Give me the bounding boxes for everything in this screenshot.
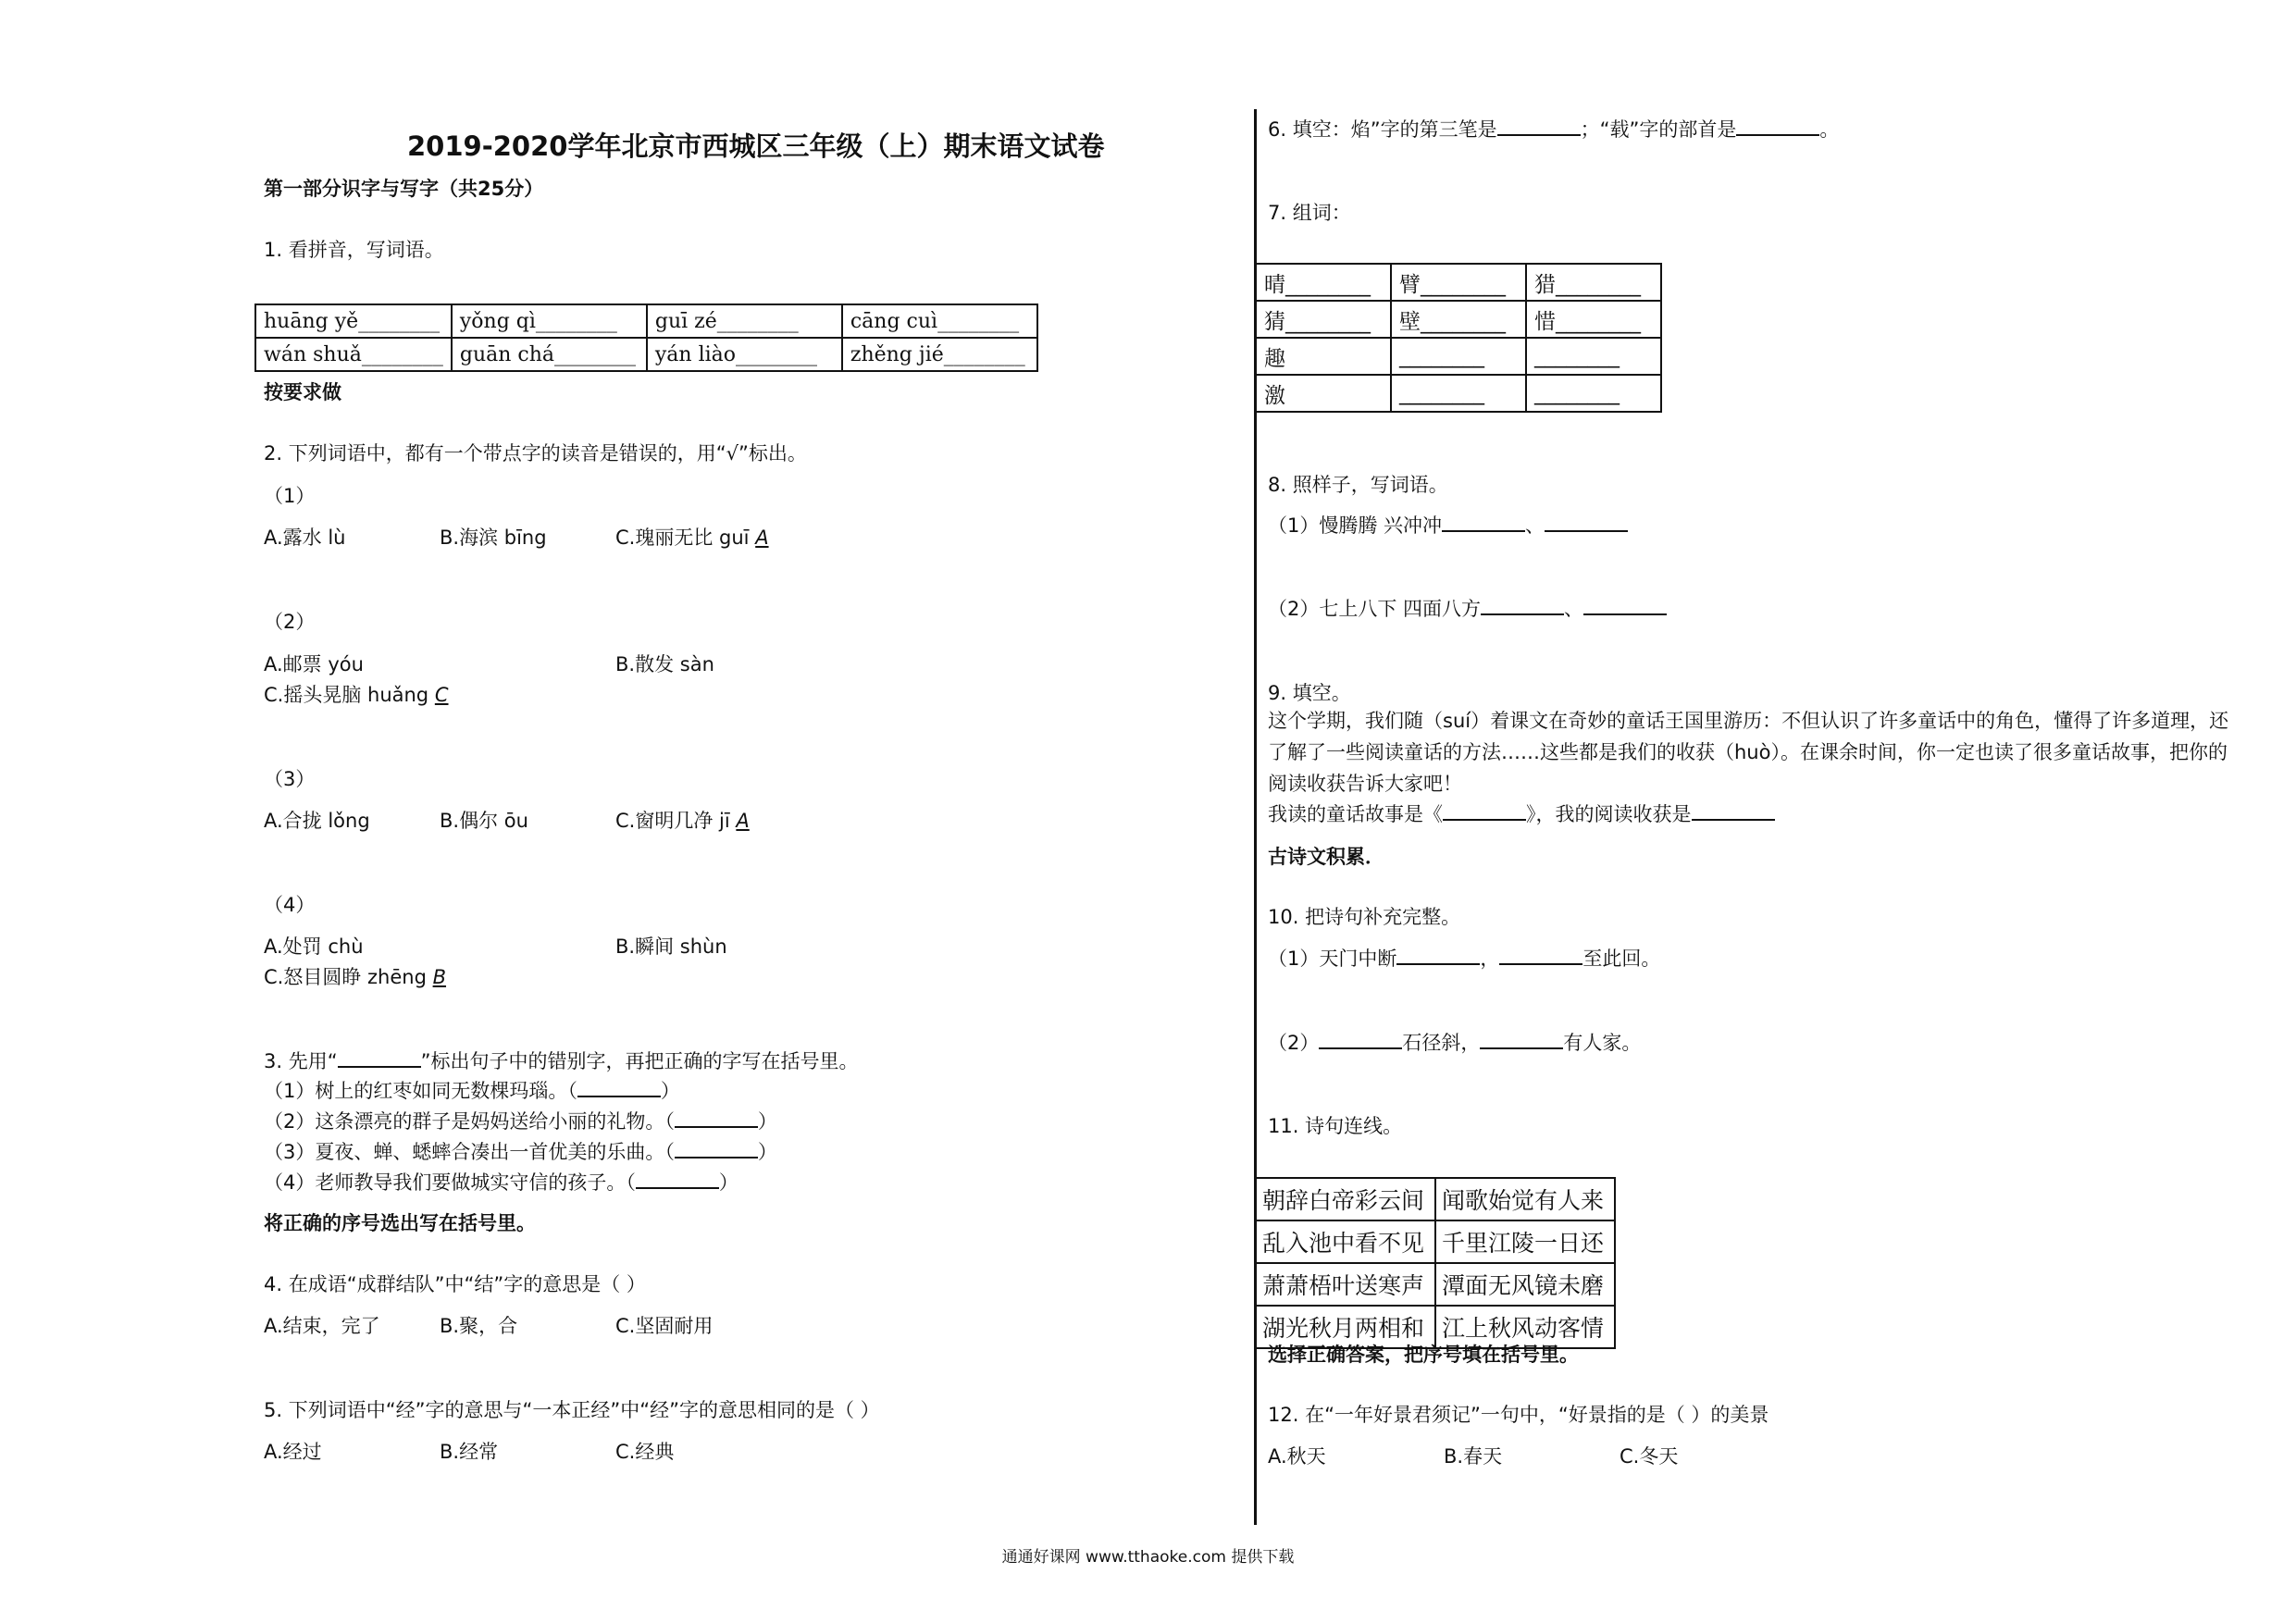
zuci-cell[interactable]: 壁________: [1391, 301, 1526, 338]
q5-option-a[interactable]: A.经过: [264, 1441, 322, 1463]
blank[interactable]: [338, 1049, 421, 1068]
q5-option-c[interactable]: C.经典: [615, 1441, 675, 1463]
blank[interactable]: [1736, 118, 1819, 136]
q3-item: [264, 1168, 738, 1196]
q12-option-b[interactable]: B.春天: [1444, 1445, 1503, 1468]
zuci-cell[interactable]: ________: [1391, 375, 1526, 412]
pinyin-cell[interactable]: guī zé________: [647, 304, 842, 338]
q10-s2-mid: 石径斜，: [1402, 1032, 1481, 1054]
q10-s2-pre: （2）: [1268, 1032, 1320, 1054]
table-row: [255, 304, 1037, 338]
page-footer: 通通好课网 www.tthaoke.com 提供下载: [1001, 1548, 1295, 1567]
q10-s1: [1268, 944, 1660, 972]
q2-option-c[interactable]: [264, 680, 449, 708]
blank[interactable]: [636, 1171, 719, 1189]
table-row: [1256, 1263, 1615, 1306]
blank[interactable]: [1442, 514, 1525, 532]
section-heading-poem: 古诗文积累．: [1268, 846, 1384, 868]
pinyin-cell[interactable]: zhěng jié________: [842, 338, 1037, 371]
q6-end: 。: [1819, 118, 1840, 141]
q12-option-a[interactable]: A.秋天: [1268, 1445, 1326, 1468]
poem-match-table: [1255, 1177, 1616, 1349]
q2-answer: A: [736, 810, 750, 832]
table-row: [255, 338, 1037, 371]
blank[interactable]: [675, 1140, 758, 1158]
poem-line[interactable]: 千里江陵一日还: [1435, 1220, 1615, 1263]
q11-label: 11. 诗句连线。: [1268, 1115, 1403, 1137]
q3-item-text: （1）树上的红枣如同无数棵玛瑙。（: [264, 1080, 577, 1102]
zuci-cell[interactable]: 猎________: [1526, 264, 1661, 301]
q8-s1: [1268, 511, 1628, 539]
section-heading-choose: 将正确的序号选出写在括号里。: [264, 1212, 536, 1234]
zuci-table: [1255, 263, 1662, 413]
q2-label: 2. 下列词语中，都有一个带点字的读音是错误的，用“√”标出。: [264, 442, 807, 465]
q8-s2: [1268, 594, 1667, 622]
q2-answer: C: [434, 684, 449, 706]
q12-label: 12. 在“一年好景君须记”一句中，“好景指的是（ ）的美景: [1268, 1404, 1769, 1426]
section-heading-select: 选择正确答案，把序号填在括号里。: [1268, 1344, 1579, 1366]
q5-label: 5. 下列词语中“经”字的意思与“一本正经”中“经”字的意思相同的是（ ）: [264, 1399, 880, 1421]
blank[interactable]: [1583, 597, 1667, 615]
q10-s1-end: 至此回。: [1582, 948, 1661, 970]
q2-option-b[interactable]: B.海滨 bīng: [440, 527, 547, 549]
q3-label: [264, 1047, 858, 1074]
q6-line: [1268, 115, 1839, 142]
blank[interactable]: [1545, 514, 1628, 532]
q10-s2: [1268, 1028, 1641, 1056]
q2-option-c-text: C.怒目圆睁 zhēng: [264, 966, 427, 988]
q3-item: [264, 1137, 777, 1165]
q1-label: 1. 看拼音，写词语。: [264, 239, 444, 261]
poem-line[interactable]: 乱入池中看不见: [1256, 1220, 1435, 1263]
section-heading-asreq: 按要求做: [264, 381, 341, 403]
q3-item-text: （2）这条漂亮的群子是妈妈送给小丽的礼物。（: [264, 1110, 675, 1133]
q8-s1-text: （1）慢腾腾 兴冲冲: [1268, 514, 1443, 537]
pinyin-cell[interactable]: huāng yě________: [255, 304, 452, 338]
table-row: [1256, 264, 1661, 301]
zuci-cell[interactable]: 激: [1256, 375, 1391, 412]
blank[interactable]: [1443, 802, 1526, 821]
blank[interactable]: [577, 1079, 661, 1097]
table-row: [1256, 375, 1661, 412]
blank[interactable]: [675, 1109, 758, 1128]
pinyin-cell[interactable]: guān chá________: [452, 338, 647, 371]
q10-label: 10. 把诗句补充完整。: [1268, 906, 1461, 928]
q2-group-num: （4）: [264, 894, 316, 916]
blank[interactable]: [1497, 118, 1581, 136]
q2-answer: B: [432, 966, 447, 988]
q10-s1-mid: ，: [1480, 948, 1500, 970]
q2-option-b[interactable]: B.散发 sàn: [615, 653, 714, 675]
table-row: [1256, 1220, 1615, 1263]
q2-option-c-text: C.瑰丽无比 guī: [615, 527, 750, 549]
q9-line-pre: 我读的童话故事是《: [1268, 803, 1443, 825]
poem-line[interactable]: 朝辞白帝彩云间: [1256, 1178, 1435, 1220]
q4-option-a[interactable]: A.结束，完了: [264, 1315, 380, 1337]
q2-option-a[interactable]: A.处罚 chù: [264, 935, 364, 958]
poem-line[interactable]: 江上秋风动客情: [1435, 1306, 1615, 1348]
q3-close: ）: [660, 1080, 680, 1102]
blank[interactable]: [1319, 1031, 1402, 1049]
zuci-cell[interactable]: 臂________: [1391, 264, 1526, 301]
q3-item-text: （3）夏夜、蝉、蟋蟀合凑出一首优美的乐曲。（: [264, 1141, 675, 1163]
q3-item-text: （4）老师教导我们要做城实守信的孩子。（: [264, 1171, 636, 1194]
q2-option-c-text: C.摇头晃脑 huǎng: [264, 684, 429, 706]
q6-pre: 6. 填空：焰”字的第三笔是: [1268, 118, 1497, 141]
pinyin-cell[interactable]: cāng cuì________: [842, 304, 1037, 338]
q3-label-pre: 3. 先用“: [264, 1050, 338, 1072]
zuci-cell[interactable]: 趣: [1256, 338, 1391, 375]
q9-paragraph: 这个学期，我们随（suí）着课文在奇妙的童话王国里游历：不但认识了许多童话中的角色，懂得了许多道理，还了解了一些阅读童话的方法……这些都是我们的收获（huò）。在课余时间，你一定也读了很多童话故事，把你的阅读收获告诉大家吧！: [1268, 710, 2229, 795]
q2-option-c-text: C.窗明几净 jī: [615, 810, 730, 832]
q8-sep: 、: [1525, 514, 1545, 537]
q6-mid: ；“载”字的部首是: [1580, 118, 1737, 141]
zuci-cell[interactable]: ________: [1526, 338, 1661, 375]
q2-option-c[interactable]: [615, 806, 750, 834]
q3-item: [264, 1076, 680, 1104]
zuci-cell[interactable]: ________: [1526, 375, 1661, 412]
q2-group-num: （1）: [264, 485, 316, 507]
q10-s1-pre: （1）天门中断: [1268, 948, 1397, 970]
q2-option-a[interactable]: A.露水 lù: [264, 527, 346, 549]
blank[interactable]: [1480, 1031, 1563, 1049]
q9-line-mid: 》，我的阅读收获是: [1526, 803, 1692, 825]
q9-label: 9. 填空。: [1268, 682, 1351, 704]
pinyin-table: [254, 304, 1038, 372]
q2-option-a[interactable]: A.邮票 yóu: [264, 653, 364, 675]
q3-close: ）: [757, 1141, 777, 1163]
page-title: 2019-2020学年北京市西城区三年级（上）期末语文试卷: [407, 130, 1105, 162]
q3-close: ）: [718, 1171, 738, 1194]
q7-label: 7. 组词：: [1268, 202, 1351, 224]
q2-option-b[interactable]: B.瞬间 shùn: [615, 935, 727, 958]
poem-line[interactable]: 萧萧梧叶送寒声: [1256, 1263, 1435, 1306]
q2-option-b[interactable]: B.偶尔 ōu: [440, 810, 528, 832]
zuci-cell[interactable]: ________: [1391, 338, 1526, 375]
blank[interactable]: [1396, 947, 1480, 965]
q8-s2-text: （2）七上八下 四面八方: [1268, 598, 1482, 620]
part1-heading: 第一部分识字与写字（共25分）: [264, 178, 544, 200]
q2-option-a[interactable]: A.合拢 lǒng: [264, 810, 370, 832]
blank[interactable]: [1692, 802, 1775, 821]
pinyin-cell[interactable]: yǒng qì________: [452, 304, 647, 338]
zuci-cell[interactable]: 惜________: [1526, 301, 1661, 338]
q2-group-num: （2）: [264, 611, 316, 633]
q2-option-c[interactable]: [615, 523, 769, 551]
blank[interactable]: [1481, 597, 1564, 615]
q3-close: ）: [757, 1110, 777, 1133]
poem-line[interactable]: 闻歌始觉有人来: [1435, 1178, 1615, 1220]
q9-line: [1268, 799, 1775, 827]
q3-item: [264, 1107, 777, 1134]
q2-answer: A: [755, 527, 769, 549]
blank[interactable]: [1499, 947, 1582, 965]
q5-option-b[interactable]: B.经常: [440, 1441, 499, 1463]
table-row: [1256, 1178, 1615, 1220]
q4-option-b[interactable]: B.聚，合: [440, 1315, 518, 1337]
q4-option-c[interactable]: C.坚固耐用: [615, 1315, 714, 1337]
zuci-cell[interactable]: 晴________: [1256, 264, 1391, 301]
zuci-cell[interactable]: 猜________: [1256, 301, 1391, 338]
q8-label: 8. 照样子，写词语。: [1268, 474, 1448, 496]
q3-label-post: ”标出句子中的错别字，再把正确的字写在括号里。: [420, 1050, 859, 1072]
table-row: [1256, 338, 1661, 375]
pinyin-cell[interactable]: yán liào________: [647, 338, 842, 371]
poem-line[interactable]: 潭面无风镜未磨: [1435, 1263, 1615, 1306]
q2-group-num: （3）: [264, 768, 316, 790]
poem-line[interactable]: 湖光秋月两相和: [1256, 1306, 1435, 1348]
table-row: [1256, 301, 1661, 338]
q8-sep: 、: [1564, 598, 1584, 620]
q4-label: 4. 在成语“成群结队”中“结”字的意思是（ ）: [264, 1273, 646, 1295]
pinyin-cell[interactable]: wán shuǎ________: [255, 338, 452, 371]
q10-s2-end: 有人家。: [1563, 1032, 1642, 1054]
q12-option-c[interactable]: C.冬天: [1620, 1445, 1679, 1468]
q2-option-c[interactable]: [264, 962, 446, 990]
